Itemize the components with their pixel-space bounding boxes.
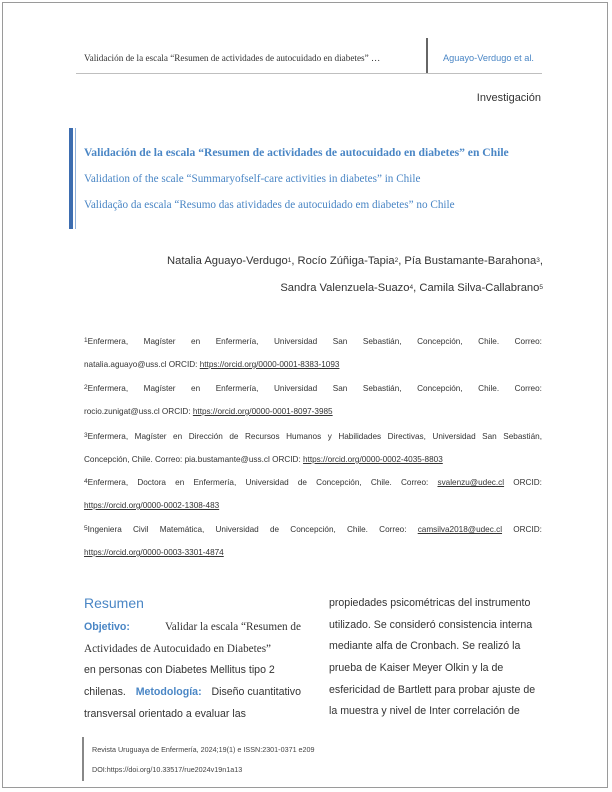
affiliation-word: Enfermera,	[87, 478, 129, 487]
abstract-text: Diseño cuantitativo	[211, 686, 301, 699]
orcid-link[interactable]: https://orcid.org/0000-0003-3301-4874	[84, 548, 224, 557]
affiliation-word: Dirección	[188, 432, 223, 441]
affiliation-word: Habilidades	[338, 432, 382, 441]
affiliation-word: Correo:	[514, 384, 542, 393]
affiliation-word: ORCID:	[513, 478, 542, 487]
affiliation-word: y	[327, 432, 332, 441]
abstract-line: Actividades de Autocuidado en Diabetes”	[84, 642, 272, 655]
affiliation-word: Correo:	[400, 478, 429, 487]
affiliation-sup: 5	[84, 525, 88, 532]
affiliation-word: en	[191, 337, 201, 346]
affiliation-line	[84, 477, 542, 489]
section-label: Investigación	[476, 92, 541, 104]
affiliation-sup: 1	[84, 337, 88, 344]
affiliation-line	[84, 547, 542, 559]
affiliation-word: Concepción,	[316, 478, 362, 487]
affiliation-word: Correo:	[379, 525, 407, 534]
authors-line-1: Natalia Aguayo-Verdugo$^1$, Rocío Zúñiga-Tapia$^2$, Pía Bustamante-Barahona$^3$,	[167, 255, 543, 267]
running-header-authors: Aguayo-Verdugo et al.	[443, 53, 534, 63]
affiliation-word: Magíster	[134, 432, 167, 441]
affiliation-first-word	[84, 336, 128, 348]
affiliation-word: Enfermera,	[87, 432, 129, 441]
affiliation-word: Universidad	[245, 478, 289, 487]
affiliation-word: Correo:	[514, 337, 542, 346]
affiliation-word: Chile.	[478, 337, 500, 346]
affiliation-word: en	[175, 478, 185, 487]
affiliation-text: rocio.zunigat@uss.cl ORCID:	[84, 407, 193, 416]
affiliation-first-word	[84, 477, 128, 489]
affiliation-word: de	[229, 432, 239, 441]
affiliation-first-word	[84, 383, 128, 395]
footer-journal: Revista Uruguaya de Enfermería, 2024;19(1) e ISSN:2301-0371 e209	[92, 745, 315, 754]
affiliation-word: Enfermera,	[87, 337, 129, 346]
affiliation-word: Universidad	[274, 337, 318, 346]
abstract-line	[84, 686, 301, 708]
affiliation-word: de	[297, 478, 307, 487]
affiliation-first-word	[84, 431, 128, 443]
affiliation-word: Matemática,	[159, 525, 205, 534]
abstract-line: utilizado. Se consideró consistencia interna	[329, 618, 533, 631]
abstract-left-column	[84, 621, 301, 729]
affiliation-word: Concepción,	[417, 384, 463, 393]
affiliation-sup: 4	[84, 478, 88, 485]
abstract-text: Validar la escala “Resumen de	[164, 621, 301, 633]
author-sup: 4	[409, 284, 414, 291]
affiliation-word: San	[332, 384, 348, 393]
affiliation-word: Sebastián,	[503, 432, 542, 441]
affiliation-word: Concepción,	[417, 337, 463, 346]
affiliation-line	[84, 524, 542, 536]
affiliation-word: Chile.	[370, 478, 392, 487]
footer-doi: DOI:https://doi.org/10.33517/rue2024v19n1a13	[92, 765, 243, 774]
author-name: Camila Silva-Callabrano	[419, 282, 540, 294]
author-name: Natalia Aguayo-Verdugo	[167, 255, 288, 267]
author-name: Sandra Valenzuela-Suazo	[280, 282, 410, 294]
title-english: Validation of the scale “Summaryofself-care activities in diabetes” in Chile	[84, 173, 421, 185]
affiliation	[84, 336, 542, 371]
email-link[interactable]: svalenzu@udec.cl	[437, 478, 505, 487]
affiliation-word: Ingeniera	[87, 525, 122, 534]
affiliation-sup: 2	[84, 384, 88, 391]
affiliation	[84, 431, 542, 466]
header-rule	[76, 73, 542, 74]
affiliation-word: Chile.	[347, 525, 368, 534]
running-header-title: Validación de la escala “Resumen de actividades de autocuidado en diabetes” …	[84, 53, 381, 63]
affiliation-word: Chile.	[478, 384, 500, 393]
metodologia-label: Metodología:	[135, 686, 202, 699]
abstract-right-column	[329, 597, 542, 727]
affiliation-word: Sebastián,	[362, 384, 402, 393]
affiliation-word: Enfermería,	[215, 384, 259, 393]
title-spanish: Validación de la escala “Resumen de actividades de autocuidado en diabetes” en Chile	[84, 146, 509, 159]
affiliation-word: Recursos	[245, 432, 280, 441]
orcid-link[interactable]: https://orcid.org/0000-0001-8383-1093	[199, 360, 340, 369]
affiliation-word: Doctora	[137, 478, 166, 487]
affiliation-word: Concepción,	[290, 525, 336, 534]
abstract-line: la muestra y nivel de Inter correlación de	[329, 705, 520, 718]
affiliation-word: Enfermera,	[87, 384, 129, 393]
abstract-line: en personas con Diabetes Mellitus tipo 2	[84, 664, 275, 677]
affiliation	[84, 477, 542, 512]
affiliation-word: Civil	[133, 525, 149, 534]
affiliation	[84, 524, 542, 559]
orcid-link[interactable]: https://orcid.org/0000-0002-4035-8803	[303, 455, 443, 464]
affiliation-line	[84, 406, 542, 418]
orcid-link[interactable]: https://orcid.org/0000-0001-8097-3985	[192, 407, 333, 416]
affiliation-sup: 3	[84, 432, 88, 439]
author-sup: 1	[287, 257, 292, 264]
affiliation-word: de	[269, 525, 280, 534]
title-accent-line	[75, 128, 76, 229]
affiliation-word: Universidad	[274, 384, 318, 393]
affiliation-word: Enfermería,	[215, 337, 259, 346]
affiliation-word: Humanos	[286, 432, 322, 441]
title-portuguese: Validação da escala “Resumo das atividades de autocuidado em diabetes” no Chile	[84, 199, 455, 211]
affiliation-line	[84, 431, 542, 443]
affiliation-word: ORCID:	[513, 525, 542, 534]
affiliation-word: Directivas,	[387, 432, 426, 441]
affiliation	[84, 383, 542, 418]
affiliation-word: Magíster	[143, 337, 176, 346]
authors-line-2: Sandra Valenzuela-Suazo$^4$, Camila Silva-Callabrano$^5$	[280, 282, 543, 294]
affiliation-word: San	[332, 337, 348, 346]
abstract-line	[84, 621, 301, 643]
affiliation-word: Magíster	[143, 384, 176, 393]
affiliation-line	[84, 500, 542, 512]
affiliation-text: natalia.aguayo@uss.cl ORCID:	[84, 360, 200, 369]
orcid-link[interactable]: https://orcid.org/0000-0002-1308-483	[84, 501, 220, 510]
header-divider	[426, 38, 428, 74]
author-sup: 3	[536, 257, 540, 264]
abstract-line: mediante alfa de Cronbach. Se realizó la	[329, 640, 521, 653]
affiliation-word: Universidad	[432, 432, 476, 441]
abstract-text: chilenas.	[84, 686, 126, 699]
email-link[interactable]: camsilva2018@udec.cl	[417, 525, 503, 534]
affiliation-first-word	[84, 524, 122, 536]
affiliation-word: San	[482, 432, 497, 441]
footer-bar	[82, 737, 84, 781]
title-accent-bar	[69, 128, 73, 229]
abstract-line: propiedades psicométricas del instrumento	[329, 597, 531, 609]
affiliation-word: Enfermería,	[193, 478, 237, 487]
abstract-line: transversal orientado a evaluar las	[84, 707, 246, 720]
affiliation-word: Universidad	[215, 525, 259, 534]
affiliation-line	[84, 359, 542, 371]
affiliation-word: en	[191, 384, 201, 393]
affiliation-line	[84, 383, 542, 395]
author-name: Rocío Zúñiga-Tapia	[297, 255, 395, 267]
author-name: Pía Bustamante-Barahona	[404, 255, 537, 267]
affiliation-word: en	[173, 432, 183, 441]
author-sup: 2	[394, 257, 399, 264]
affiliation-line	[84, 454, 542, 466]
abstract-heading: Resumen	[84, 595, 144, 611]
objetivo-label: Objetivo:	[84, 621, 130, 633]
affiliation-line	[84, 336, 542, 348]
abstract-line: esfericidad de Bartlett para probar ajuste de	[329, 683, 536, 696]
affiliation-text: Concepción, Chile. Correo: pia.bustamante@uss.cl ORCID:	[84, 455, 304, 464]
author-sup: 5	[539, 284, 543, 291]
affiliation-word: Sebastián,	[362, 337, 402, 346]
abstract-line: prueba de Kaiser Meyer Olkin y la de	[329, 662, 504, 675]
